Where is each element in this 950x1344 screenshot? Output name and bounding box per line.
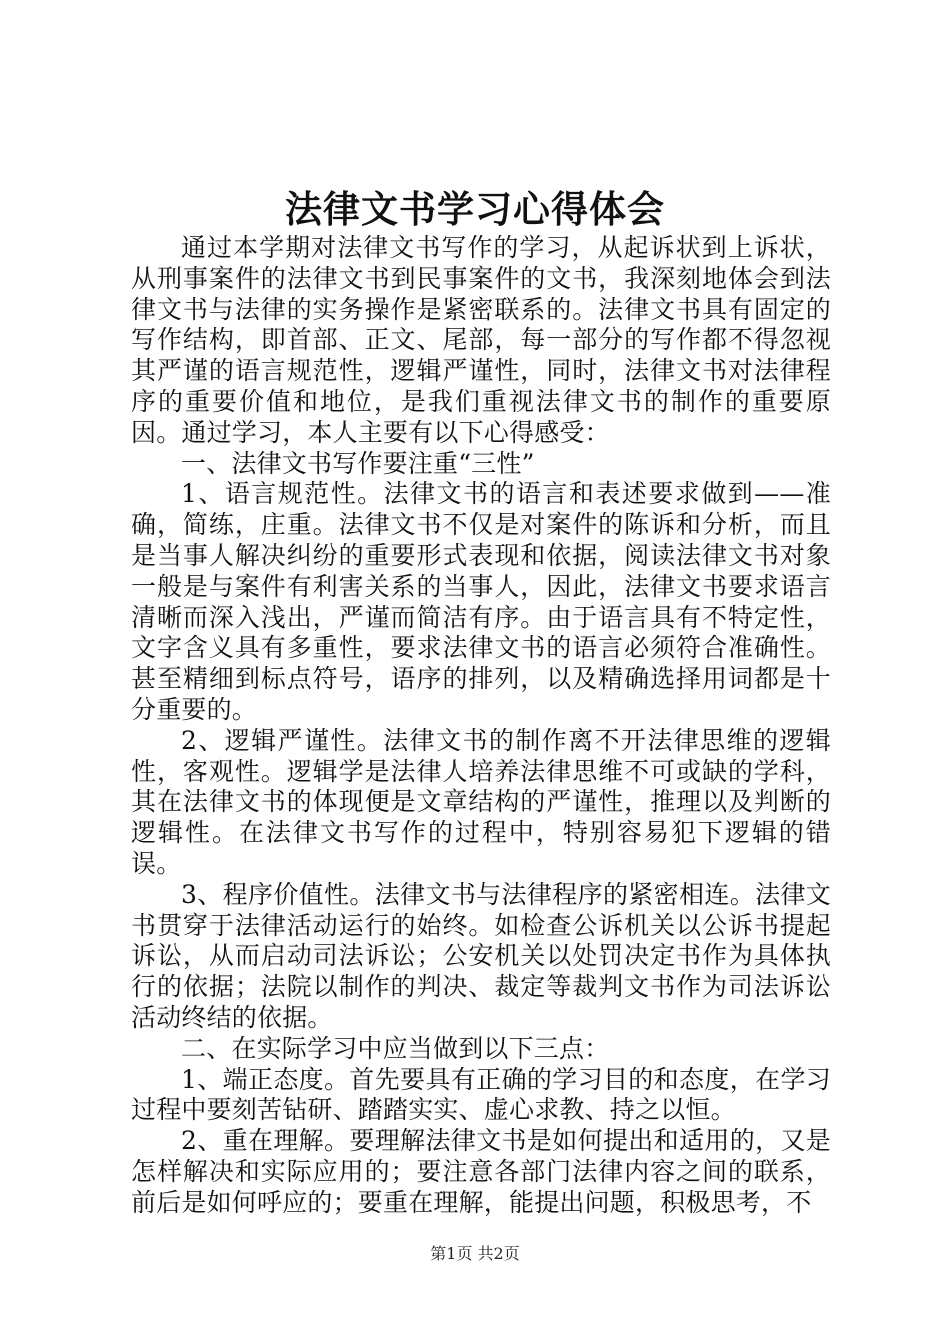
- section-heading-two: 二、在实际学习中应当做到以下三点：: [181, 1033, 610, 1063]
- paragraph-understanding: 2、重在理解。要理解法律文书是如何提出和适用的，又是怎样解决和实际应用的；要注意各部门法律内容之间的联系，前后是如何呼应的；要重在理解，能提出问题，积极思考，不: [131, 1126, 831, 1217]
- paragraph-procedural-value: 3、程序价值性。法律文书与法律程序的紧密相连。法律文书贯穿于法律活动运行的始终。如检查公诉机关以公诉书提起诉讼，从而启动司法诉讼；公安机关以处罚决定书作为具体执行的依据；法院以制作的判决、裁定等裁判文书作为司法诉讼活动终结的依据。: [131, 879, 831, 1032]
- paragraph-intro: 通过本学期对法律文书写作的学习，从起诉状到上诉状，从刑事案件的法律文书到民事案件的文书，我深刻地体会到法律文书与法律的实务操作是紧密联系的。法律文书具有固定的写作结构，即首部、正文、尾部，每一部分的写作都不得忽视其严谨的语言规范性，逻辑严谨性，同时，法律文书对法律程序的重要价值和地位，是我们重视法律文书的制作的重要原因。通过学习，本人主要有以下心得感受：: [131, 233, 831, 447]
- page-title: 法律文书学习心得体会: [285, 187, 665, 231]
- page-number-footer: 第1页 共2页: [430, 1244, 520, 1263]
- document-body: [131, 233, 831, 1219]
- paragraph-language-norms: 1、语言规范性。法律文书的语言和表述要求做到——准确，简练，庄重。法律文书不仅是对案件的陈诉和分析，而且是当事人解决纠纷的重要形式表现和依据，阅读法律文书对象一般是与案件有利害关系的当事人，因此，法律文书要求语言清晰而深入浅出，严谨而简洁有序。由于语言具有不特定性，文字含义具有多重性，要求法律文书的语言必须符合准确性。甚至精细到标点符号，语序的排列，以及精确选择用词都是十分重要的。: [131, 479, 831, 724]
- paragraph-attitude: 1、端正态度。首先要具有正确的学习目的和态度，在学习过程中要刻苦钻研、踏踏实实、虚心求教、持之以恒。: [131, 1064, 831, 1125]
- section-heading-one: 一、法律文书写作要注重“三性”: [181, 448, 535, 478]
- paragraph-logic-rigor: 2、逻辑严谨性。法律文书的制作离不开法律思维的逻辑性，客观性。逻辑学是法律人培养法律思维不可或缺的学科，其在法律文书的体现便是文章结构的严谨性，推理以及判断的逻辑性。在法律文书写作的过程中，特别容易犯下逻辑的错误。: [131, 725, 831, 878]
